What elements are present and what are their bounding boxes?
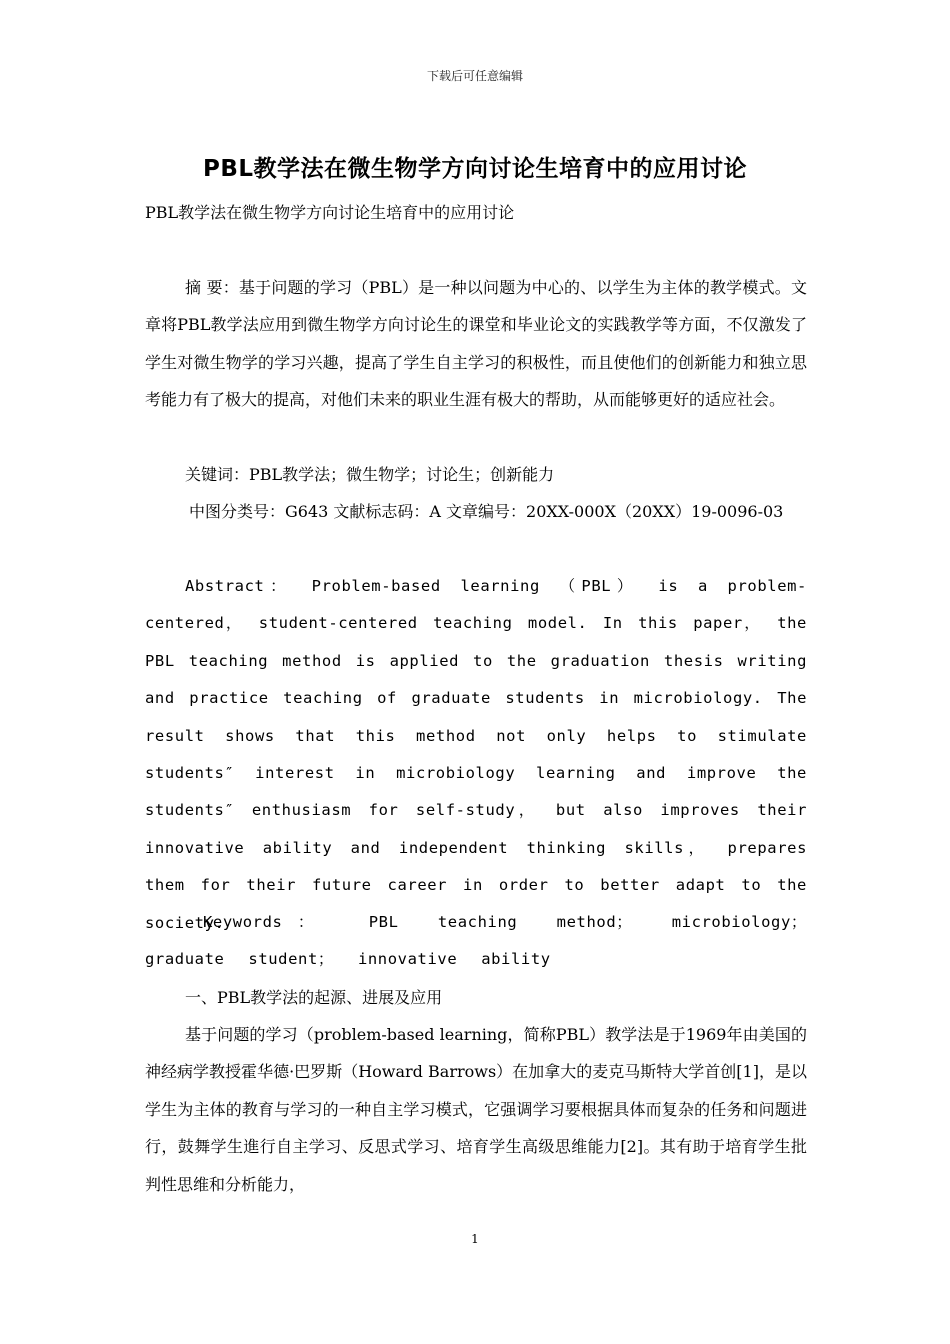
document-title: PBL教学法在微生物学方向讨论生培育中的应用讨论 <box>202 156 748 182</box>
page-number: 1 <box>471 1232 479 1246</box>
document-subtitle: PBL教学法在微生物学方向讨论生培育中的应用讨论 <box>145 203 515 222</box>
classification-info: 中图分类号：G643 文献标志码：A 文章编号：20XX-000X（20XX）19-0096-03 <box>189 502 784 521</box>
body-paragraph: 基于问题的学习（problem-based learning，简称PBL）教学法是于1969年由美国的神经病学教授霍华德·巴罗斯（Howard Barrows）在加拿大的麦克马斯特大学首创[1]，是以学生为主体的教育与学习的一种自主学习模式，它强调学习要根据具体而复杂的任务和问题进行，鼓舞学生進行自主学习、反思式学习、培育学生高级思维能力[2]。其有助于培育学生批判性思维和分析能力， <box>145 1025 807 1194</box>
section-heading: 一、PBL教学法的起源、进展及应用 <box>185 988 443 1007</box>
page-header-note: 下载后可任意编辑 <box>426 69 523 83</box>
abstract-chinese: 摘 要：基于问题的学习（PBL）是一种以问题为中心的、以学生为主体的教学模式。文章将PBL教学法应用到微生物学方向讨论生的课堂和毕业论文的实践教学等方面，不仅激发了学生对微生物学的学习兴趣，提高了学生自主学习的积极性，而且使他们的创新能力和独立思考能力有了极大的提高，对他们未来的职业生涯有极大的帮助，从而能够更好的适应社会。 <box>145 278 807 410</box>
keywords-chinese: 关键词：PBL教学法；微生物学；讨论生；创新能力 <box>185 465 555 484</box>
keywords-english: Keywords： PBL teaching method； microbiology； graduate student； innovative ability <box>145 913 807 969</box>
abstract-english: Abstract： Problem-based learning （PBL） is a problem-centered， student-centered teaching model. In this paper， the PBL teaching method is applied to the graduation thesis writing and practice teaching of graduate students in microbiology. The result shows that this method not only helps to stimulate students″ interest in microbiology learning and improve the students″ enthusiasm for self-study， but also improves their innovative ability and independent thinking skills， prepares them for their future career in order to better adapt to the society. <box>145 577 807 932</box>
